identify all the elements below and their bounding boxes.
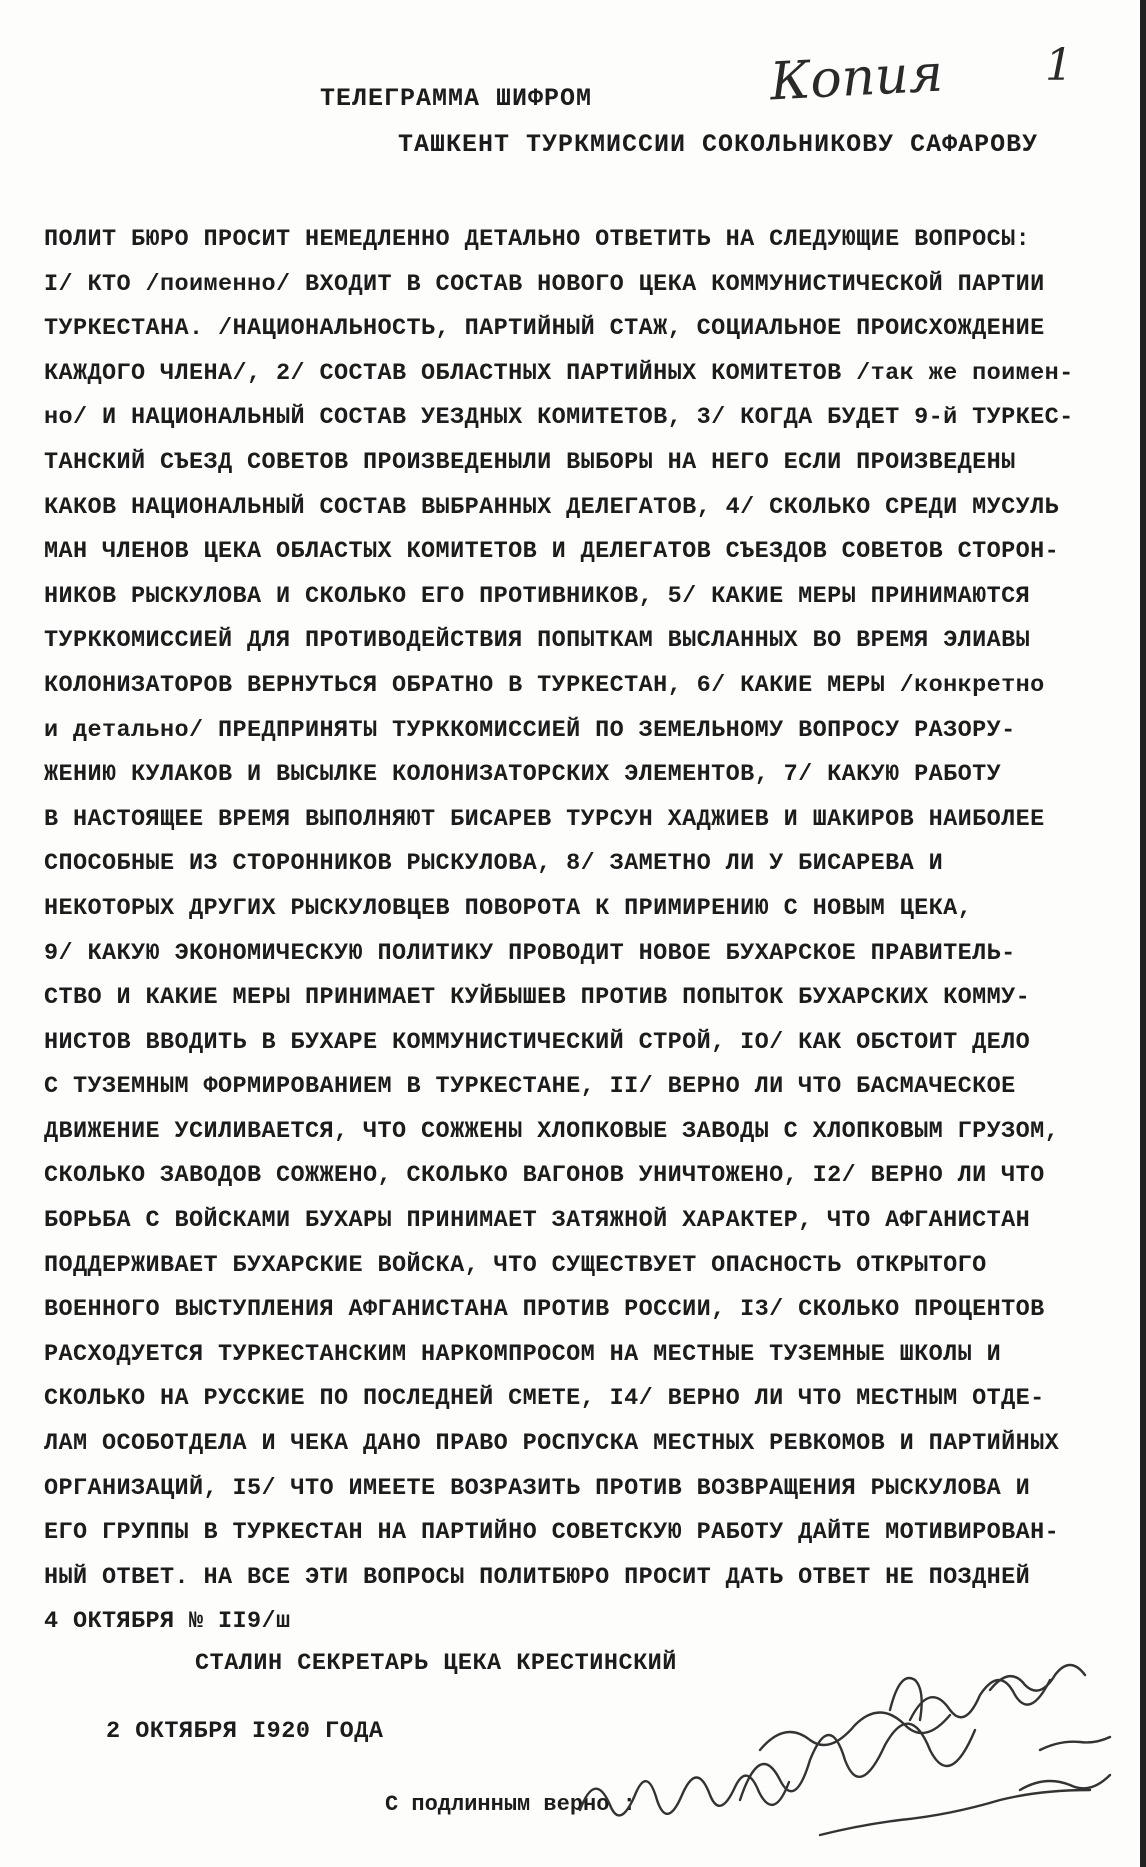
body-line: ТУРККОМИССИЕЙ ДЛЯ ПРОТИВОДЕЙСТВИЯ ПОПЫТКАМ ВЫСЛАННЫХ ВО ВРЕМЯ ЭЛИАВЫ <box>44 627 1031 655</box>
body-line: 4 ОКТЯБРЯ № II9/ш <box>44 1608 291 1636</box>
certification-note: С подлинным верно : <box>385 1792 636 1817</box>
body-line: ТАНСКИЙ СЪЕЗД СОВЕТОВ ПРОИЗВЕДЕНЫЛИ ВЫБОРЫ НА НЕГО ЕСЛИ ПРОИЗВЕДЕНЫ <box>44 448 1016 476</box>
copy-stamp: Копия <box>768 43 945 113</box>
body-line: ВОЕННОГО ВЫСТУПЛЕНИЯ АФГАНИСТАНА ПРОТИВ РОССИИ, I3/ СКОЛЬКО ПРОЦЕНТОВ <box>44 1296 1045 1324</box>
body-line: КОЛОНИЗАТОРОВ ВЕРНУТЬСЯ ОБРАТНО В ТУРКЕСТАН, 6/ КАКИЕ МЕРЫ /конкретно <box>44 671 1045 699</box>
body-line: ЛАМ ОСОБОТДЕЛА И ЧЕКА ДАНО ПРАВО РОСПУСКА МЕСТНЫХ РЕВКОМОВ И ПАРТИЙНЫХ <box>44 1430 1060 1458</box>
page-number: 1 <box>1045 40 1073 91</box>
body-line: ДВИЖЕНИЕ УСИЛИВАЕТСЯ, ЧТО СОЖЖЕНЫ ХЛОПКОВЫЕ ЗАВОДЫ С ХЛОПКОВЫМ ГРУЗОМ, <box>44 1117 1060 1145</box>
body-line: 9/ КАКУЮ ЭКОНОМИЧЕСКУЮ ПОЛИТИКУ ПРОВОДИТ НОВОЕ БУХАРСКОЕ ПРАВИТЕЛЬ- <box>44 939 1016 967</box>
body-line: НИСТОВ ВВОДИТЬ В БУХАРЕ КОММУНИСТИЧЕСКИЙ СТРОЙ, IO/ КАК ОБСТОИТ ДЕЛО <box>44 1028 1031 1056</box>
body-line: ЖЕНИЮ КУЛАКОВ И ВЫСЫЛКЕ КОЛОНИЗАТОРСКИХ ЭЛЕМЕНТОВ, 7/ КАКУЮ РАБОТУ <box>44 761 1002 789</box>
body-line: ОРГАНИЗАЦИЙ, I5/ ЧТО ИМЕЕТЕ ВОЗРАЗИТЬ ПРОТИВ ВОЗВРАЩЕНИЯ РЫСКУЛОВА И <box>44 1474 1031 1502</box>
body-line: НИКОВ РЫСКУЛОВА И СКОЛЬКО ЕГО ПРОТИВНИКОВ, 5/ КАКИЕ МЕРЫ ПРИНИМАЮТСЯ <box>44 582 1031 610</box>
body-line: НЕКОТОРЫХ ДРУГИХ РЫСКУЛОВЦЕВ ПОВОРОТА К ПРИМИРЕНИЮ С НОВЫМ ЦЕКА, <box>44 894 973 922</box>
body-line: I/ КТО /поименно/ ВХОДИТ В СОСТАВ НОВОГО ЦЕКА КОММУНИСТИЧЕСКОЙ ПАРТИИ <box>44 270 1045 298</box>
telegram-body <box>44 218 1104 1645</box>
body-line: ЕГО ГРУППЫ В ТУРКЕСТАН НА ПАРТИЙНО СОВЕТСКУЮ РАБОТУ ДАЙТЕ МОТИВИРОВАН- <box>44 1519 1060 1547</box>
body-line: В НАСТОЯЩЕЕ ВРЕМЯ ВЫПОЛНЯЮТ БИСАРЕВ ТУРСУН ХАДЖИЕВ И ШАКИРОВ НАИБОЛЕЕ <box>44 805 1045 833</box>
body-line: КАЖДОГО ЧЛЕНА/, 2/ СОСТАВ ОБЛАСТНЫХ ПАРТИЙНЫХ КОМИТЕТОВ /так же поимен- <box>44 359 1074 387</box>
body-line: ПОДДЕРЖИВАЕТ БУХАРСКИЕ ВОЙСКА, ЧТО СУЩЕСТВУЕТ ОПАСНОСТЬ ОТКРЫТОГО <box>44 1251 987 1279</box>
addressee-line: ТАШКЕНТ ТУРКМИССИИ СОКОЛЬНИКОВУ САФАРОВУ <box>398 130 1039 159</box>
document-date: 2 ОКТЯБРЯ I920 ГОДА <box>106 1718 384 1745</box>
body-line: СТВО И КАКИЕ МЕРЫ ПРИНИМАЕТ КУЙБЫШЕВ ПРОТИВ ПОПЫТОК БУХАРСКИХ КОММУ- <box>44 984 1031 1012</box>
body-line: но/ И НАЦИОНАЛЬНЫЙ СОСТАВ УЕЗДНЫХ КОМИТЕТОВ, 3/ КОГДА БУДЕТ 9-й ТУРКЕС- <box>44 404 1074 432</box>
handwritten-signature <box>560 1600 1120 1850</box>
body-line: НЫЙ ОТВЕТ. НА ВСЕ ЭТИ ВОПРОСЫ ПОЛИТБЮРО ПРОСИТ ДАТЬ ОТВЕТ НЕ ПОЗДНЕЙ <box>44 1563 1031 1591</box>
document-title: ТЕЛЕГРАММА ШИФРОМ <box>320 84 593 113</box>
body-line: С ТУЗЕМНЫМ ФОРМИРОВАНИЕМ В ТУРКЕСТАНЕ, II/ ВЕРНО ЛИ ЧТО БАСМАЧЕСКОЕ <box>44 1073 1016 1101</box>
signatories-line: СТАЛИН СЕКРЕТАРЬ ЦЕКА КРЕСТИНСКИЙ <box>195 1650 677 1677</box>
body-line: МАН ЧЛЕНОВ ЦЕКА ОБЛАСТЫХ КОМИТЕТОВ И ДЕЛЕГАТОВ СЪЕЗДОВ СОВЕТОВ СТОРОН- <box>44 538 1060 566</box>
body-line: СКОЛЬКО НА РУССКИЕ ПО ПОСЛЕДНЕЙ СМЕТЕ, I4/ ВЕРНО ЛИ ЧТО МЕСТНЫМ ОТДЕ- <box>44 1385 1045 1413</box>
body-line: КАКОВ НАЦИОНАЛЬНЫЙ СОСТАВ ВЫБРАННЫХ ДЕЛЕГАТОВ, 4/ СКОЛЬКО СРЕДИ МУСУЛЬ <box>44 493 1060 521</box>
body-line: РАСХОДУЕТСЯ ТУРКЕСТАНСКИМ НАРКОМПРОСОМ НА МЕСТНЫЕ ТУЗЕМНЫЕ ШКОЛЫ И <box>44 1340 1002 1368</box>
body-line: СПОСОБНЫЕ ИЗ СТОРОННИКОВ РЫСКУЛОВА, 8/ ЗАМЕТНО ЛИ У БИСАРЕВА И <box>44 850 944 878</box>
body-line: ТУРКЕСТАНА. /НАЦИОНАЛЬНОСТЬ, ПАРТИЙНЫЙ СТАЖ, СОЦИАЛЬНОЕ ПРОИСХОЖДЕНИЕ <box>44 315 1045 343</box>
body-line: БОРЬБА С ВОЙСКАМИ БУХАРЫ ПРИНИМАЕТ ЗАТЯЖНОЙ ХАРАКТЕР, ЧТО АФГАНИСТАН <box>44 1207 1031 1235</box>
body-line: СКОЛЬКО ЗАВОДОВ СОЖЖЕНО, СКОЛЬКО ВАГОНОВ УНИЧТОЖЕНО, I2/ ВЕРНО ЛИ ЧТО <box>44 1162 1045 1190</box>
body-line: ПОЛИТ БЮРО ПРОСИТ НЕМЕДЛЕННО ДЕТАЛЬНО ОТВЕТИТЬ НА СЛЕДУЮЩИЕ ВОПРОСЫ: <box>44 226 1031 253</box>
body-line: и детально/ ПРЕДПРИНЯТЫ ТУРККОМИССИЕЙ ПО ЗЕМЕЛЬНОМУ ВОПРОСУ РАЗОРУ- <box>44 716 1016 744</box>
